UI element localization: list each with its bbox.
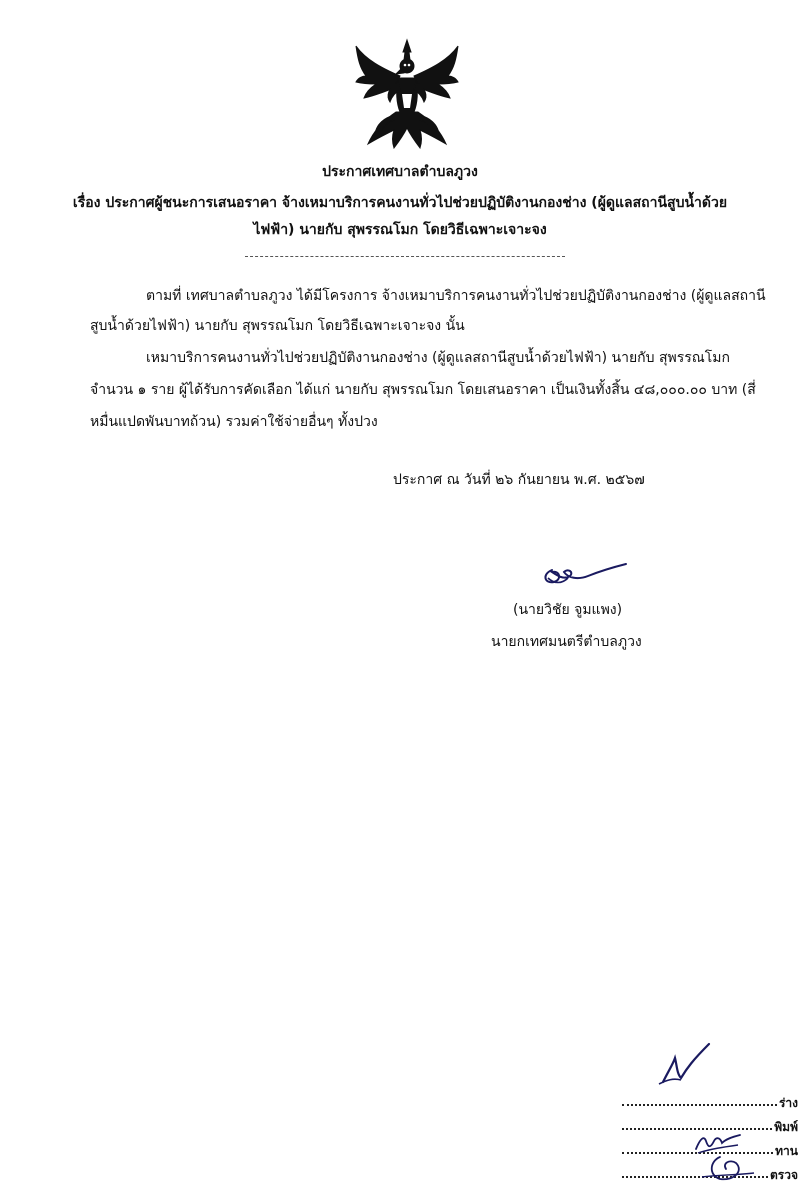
initial-label-check: ตรวจ (769, 1168, 798, 1182)
signer-position: นายกเทศมนตรีตำบลภูวง (491, 634, 642, 650)
announcement-date: ประกาศ ณ วันที่ ๒๖ กันยายน พ.ศ. ๒๕๖๗ (393, 472, 645, 488)
signer-name: (นายวิชัย จูมแพง) (513, 602, 623, 618)
initial-signature-icon (655, 1040, 715, 1090)
initial-row-check (622, 1159, 798, 1183)
initial-label-proofread: ทาน (775, 1144, 798, 1158)
handwritten-signature-icon (538, 560, 628, 592)
garuda-emblem-icon (352, 38, 462, 150)
paragraph-2-line-2: จำนวน ๑ ราย ผู้ได้รับการคัดเลือก ได้แก่ นายกับ สุพรรณโมก โดยเสนอราคา เป็นเงินทั้งสิ้น ๔๘,๐๐๐.๐๐ บาท (สี่ (90, 382, 756, 398)
paragraph-1-line-1: ตามที่ เทศบาลตำบลภูวง ได้มีโครงการ จ้างเหมาบริการคนงานทั่วไปช่วยปฏิบัติงานกองช่าง (ผู้ดูแลสถานี (146, 288, 766, 304)
initials-block (622, 1087, 798, 1183)
check-initial-icon (700, 1153, 756, 1183)
separator-line (245, 256, 565, 257)
initial-row-draft (622, 1087, 798, 1111)
subject-line-continued: ไฟฟ้า) นายกับ สุพรรณโมก โดยวิธีเฉพาะเจาะจง (253, 222, 547, 238)
initial-label-type: พิมพ์ (774, 1120, 798, 1134)
paragraph-2-line-1: เหมาบริการคนงานทั่วไปช่วยปฏิบัติงานกองช่าง (ผู้ดูแลสถานีสูบน้ำด้วยไฟฟ้า) นายกับ สุพรรณโมก (146, 350, 731, 366)
issuer-title: ประกาศเทศบาลตำบลภูวง (322, 164, 478, 180)
dotted-line (622, 1104, 777, 1106)
paragraph-1-line-2: สูบน้ำด้วยไฟฟ้า) นายกับ สุพรรณโมก โดยวิธีเฉพาะเจาะจง นั้น (90, 318, 465, 334)
initial-label-draft: ร่าง (778, 1096, 798, 1110)
subject-line: เรื่อง ประกาศผู้ชนะการเสนอราคา จ้างเหมาบริการคนงานทั่วไปช่วยปฏิบัติงานกองช่าง (ผู้ดูแลสถานีสูบน้ำด้วย (72, 195, 728, 211)
paragraph-2-line-3: หมื่นแปดพันบาทถ้วน) รวมค่าใช้จ่ายอื่นๆ ทั้งปวง (90, 414, 378, 430)
